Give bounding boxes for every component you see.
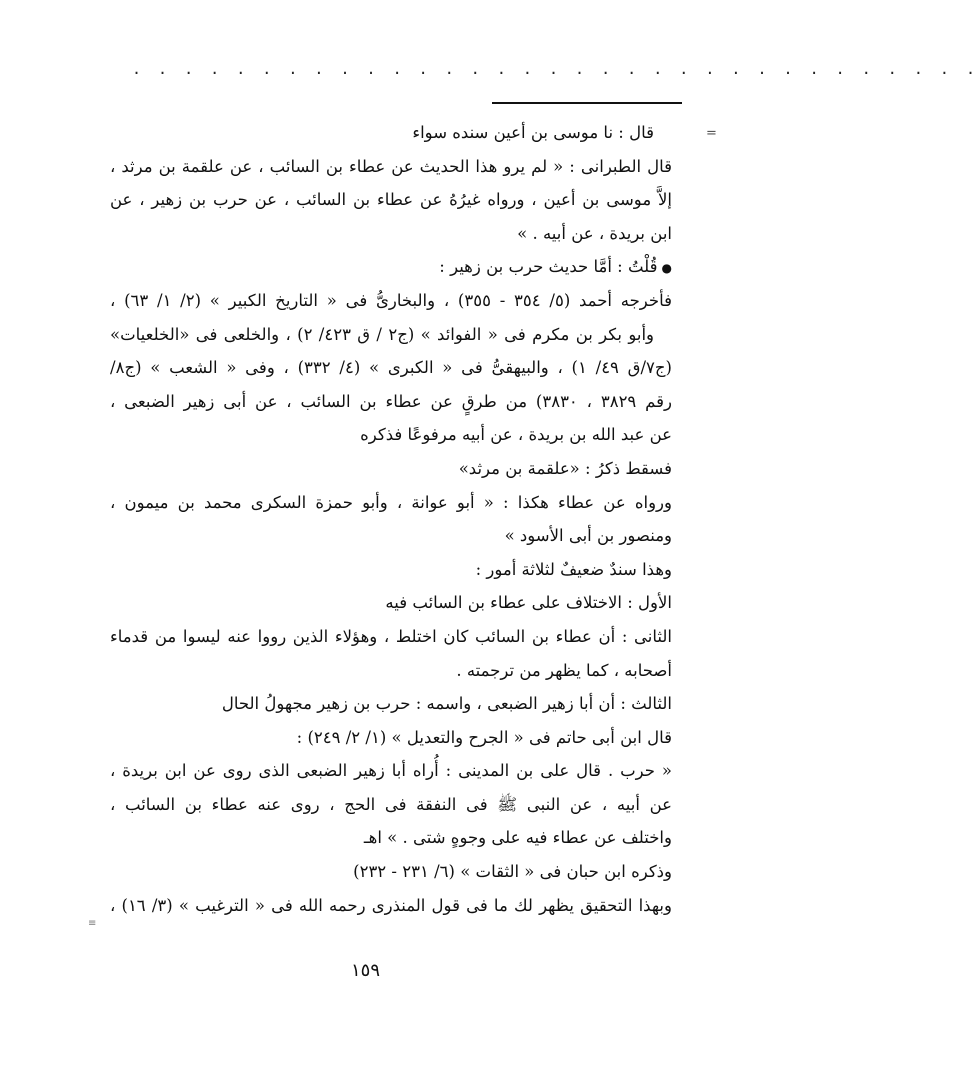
text-line: الأول : الاختلاف على عطاء بن السائب فيه bbox=[385, 593, 672, 613]
text-line: عن عبد الله بن بريدة ، عن أبيه مرفوعًا فذكره bbox=[360, 425, 672, 445]
text-line: ابن بريدة ، عن أبيه . » bbox=[517, 223, 672, 243]
header-rule bbox=[492, 102, 682, 104]
header-dotted-line: . . . . . . . . . . . . . . . . . . . . . . . . . . . . . . . . . bbox=[132, 60, 979, 78]
text-line: قال ابن أبى حاتم فى « الجرح والتعديل » (١/ ٢/ ٢٤٩) : bbox=[296, 727, 672, 747]
text-line: الثانى : أن عطاء بن السائب كان اختلط ، وهؤلاء الذين رووا عنه ليسوا من قدماء bbox=[110, 626, 672, 646]
page-body bbox=[110, 116, 672, 922]
margin-mark-top: = bbox=[706, 126, 717, 141]
text-line: رقم ٣٨٢٩ ، ٣٨٣٠) من طرقٍ عن عطاء بن السائب ، عن أبى زهير الضبعى ، bbox=[110, 391, 672, 411]
text-line: قال : نا موسى بن أعين سنده سواء bbox=[412, 123, 654, 142]
text-line: وأبو بكر بن مكرم فى « الفوائد » (ج٢ / ق ٤٢٣/ ٢) ، والخلعى فى «الخلعيات» bbox=[110, 324, 654, 344]
text-line: قال الطبرانى : « لم يرو هذا الحديث عن عطاء بن السائب ، عن علقمة بن مرثد ، bbox=[110, 156, 672, 176]
text-line: « حرب . قال على بن المدينى : أُراه أبا زهير الضبعى الذى روى عن ابن بريدة ، bbox=[110, 761, 672, 781]
text-line: وهذا سندٌ ضعيفٌ لثلاثة أمور : bbox=[475, 559, 672, 579]
text-line-content: قُلْتُ : أمَّا حديث حرب بن زهير : bbox=[439, 257, 658, 277]
text-line: وذكره ابن حبان فى « الثقات » (٦/ ٢٣١ - ٢٣٢) bbox=[353, 862, 672, 882]
text-line: وبهذا التحقيق يظهر لك ما فى قول المنذرى رحمه الله فى « الترغيب » (٣/ ١٦) ، bbox=[110, 895, 672, 915]
text-line: الثالث : أن أبا زهير الضبعى ، واسمه : حرب بن زهير مجهولُ الحال bbox=[221, 694, 672, 714]
text-line: (ج٧/ق ٤٩/ ١) ، والبيهقىُّ فى « الكبرى » (٤/ ٣٣٢) ، وفى « الشعب » (ج٨/ bbox=[110, 358, 672, 378]
bullet-icon: ● bbox=[661, 261, 672, 276]
page-number: ١٥٩ bbox=[350, 960, 380, 981]
text-line: إلاَّ موسى بن أعين ، ورواه غيرُهُ عن عطاء بن السائب ، عن حرب بن زهير ، عن bbox=[110, 190, 672, 210]
text-line: فسقط ذكرُ : «علقمة بن مرثد» bbox=[458, 458, 672, 478]
text-line: عن أبيه ، عن النبى ﷺ فى النفقة فى الحج ، روى عنه عطاء بن السائب ، bbox=[110, 794, 672, 814]
margin-mark-bottom: ≡ bbox=[88, 918, 97, 929]
text-line: ومنصور بن أبى الأسود » bbox=[504, 526, 672, 546]
text-line: فأخرجه أحمد (٥/ ٣٥٤ - ٣٥٥) ، والبخارىُّ فى « التاريخ الكبير » (٢/ ١/ ٦٣) ، bbox=[110, 290, 672, 310]
text-line: واختلف عن عطاء فيه على وجوهٍ شتى . » اهـ bbox=[363, 828, 672, 848]
text-line: ورواه عن عطاء هكذا : « أبو عوانة ، وأبو حمزة السكرى محمد بن ميمون ، bbox=[110, 492, 672, 512]
text-line-bulleted bbox=[110, 250, 672, 284]
text-line: أصحابه ، كما يظهر من ترجمته . bbox=[456, 660, 672, 680]
